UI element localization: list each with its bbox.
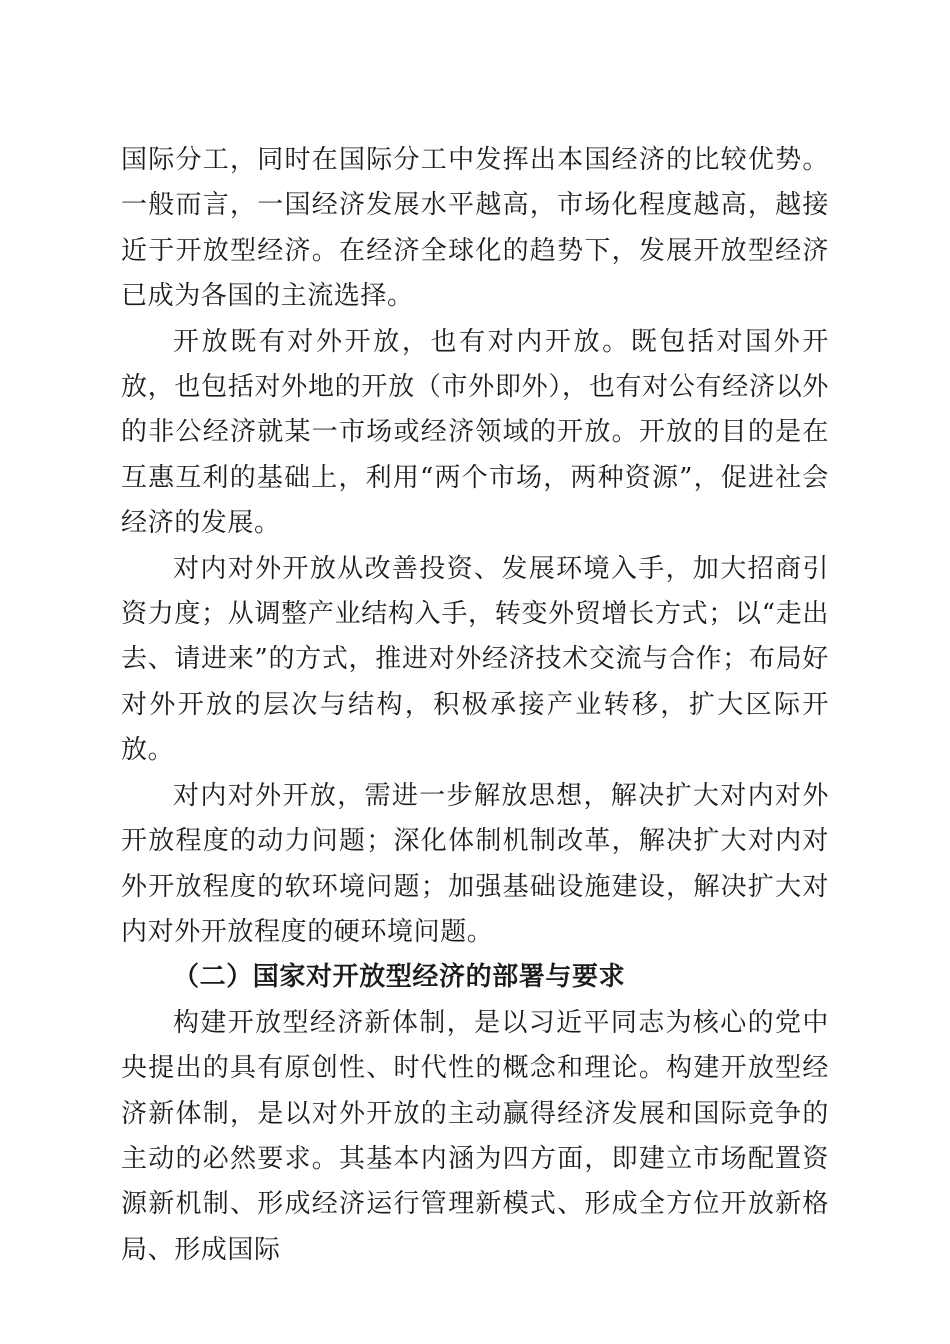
- paragraph-3: 对内对外开放从改善投资、发展环境入手，加大招商引资力度；从调整产业结构入手，转变外贸增长方式；以“走出去、请进来”的方式，推进对外经济技术交流与合作；布局好对外开放的层次与结构，积极承接产业转移，扩大区际开放。: [121, 553, 829, 766]
- paragraph-4: 对内对外开放，需进一步解放思想，解决扩大对内对外开放程度的动力问题；深化体制机制改革，解决扩大对内对外开放程度的软环境问题；加强基础设施建设，解决扩大对内对外开放程度的硬环境问题。: [121, 780, 829, 947]
- paragraph-1: 国际分工，同时在国际分工中发挥出本国经济的比较优势。一般而言，一国经济发展水平越高，市场化程度越高，越接近于开放型经济。在经济全球化的趋势下，发展开放型经济已成为各国的主流选择。: [121, 145, 829, 312]
- body-text: [121, 138, 829, 1273]
- section-heading: （二）国家对开放型经济的部署与要求: [173, 962, 626, 993]
- paragraph-5: 构建开放型经济新体制，是以习近平同志为核心的党中央提出的具有原创性、时代性的概念和理论。构建开放型经济新体制，是以对外开放的主动赢得经济发展和国际竞争的主动的必然要求。其基本内涵为四方面，即建立市场配置资源新机制、形成经济运行管理新模式、形成全方位开放新格局、形成国际: [121, 1007, 829, 1265]
- paragraph-2: 开放既有对外开放，也有对内开放。既包括对国外开放，也包括对外地的开放（市外即外），也有对公有经济以外的非公经济就某一市场或经济领域的开放。开放的目的是在互惠互利的基础上，利用“两个市场，两种资源”，促进社会经济的发展。: [121, 326, 829, 539]
